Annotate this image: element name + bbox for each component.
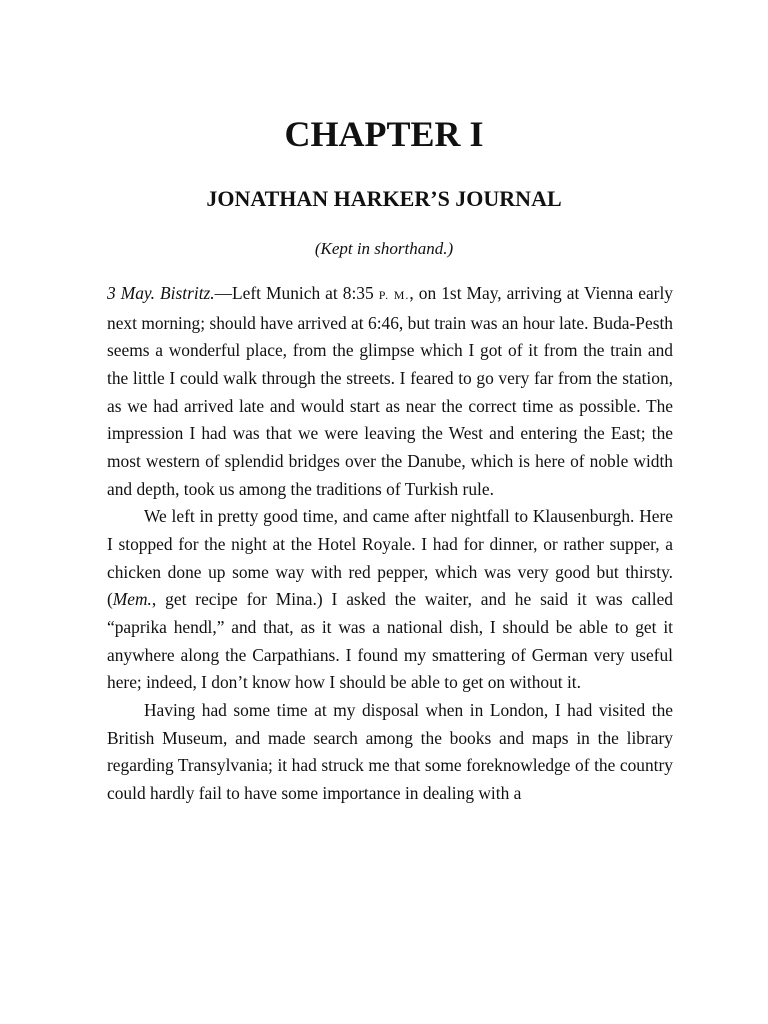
dateline: 3 May. Bistritz. bbox=[107, 283, 215, 303]
paragraph-2-before: We left in pretty good time, and came after nightfall to Klausenburgh. Here I stopped for the night at the Hotel Royale. I had for dinner, or rather supper, a chicken done up some way with red pepper, which was very good but thirsty. ( bbox=[107, 506, 673, 610]
body-text bbox=[107, 280, 673, 807]
paragraph-1-lead: —Left Munich at 8:35 bbox=[214, 283, 379, 303]
shorthand-note: (Kept in shorthand.) bbox=[314, 239, 454, 258]
section-title: JONATHAN HARKER’S JOURNAL bbox=[206, 186, 562, 211]
chapter-title: CHAPTER I bbox=[284, 114, 484, 154]
memo-label: Mem. bbox=[112, 589, 152, 610]
paragraph-3: Having had some time at my disposal when in London, I had visited the British Museum, and made search among the books and maps in the library regarding Transylvania; it had struck me that some foreknowledge of the country could hardly fail to have some importance in dealing with a bbox=[107, 699, 673, 803]
paragraph-1-rest: , on 1st May, arriving at Vienna early next morning; should have arrived at 6:46, but train was an hour late. Buda-Pesth seems a wonderful place, from the glimpse which I got of it from the train and the little I could walk through the streets. I feared to go very far from the station, as we had arrived late and would start as near the correct time as possible. The impression I had was that we were leaving the West and entering the East; the most western of splendid bridges over the Danube, which is here of noble width and depth, took us among the traditions of Turkish rule. bbox=[107, 283, 673, 499]
paragraph-1 bbox=[107, 280, 673, 503]
paragraph-2-after: , get recipe for Mina.) I asked the waiter, and he said it was called “paprika hendl,” and that, as it was a national dish, I should be able to get it anywhere along the Carpathians. I found my smattering of German very useful here; indeed, I don’t know how I should be able to get on without it. bbox=[107, 589, 673, 693]
paragraph-2 bbox=[107, 503, 673, 697]
time-suffix: P. M. bbox=[378, 288, 410, 302]
